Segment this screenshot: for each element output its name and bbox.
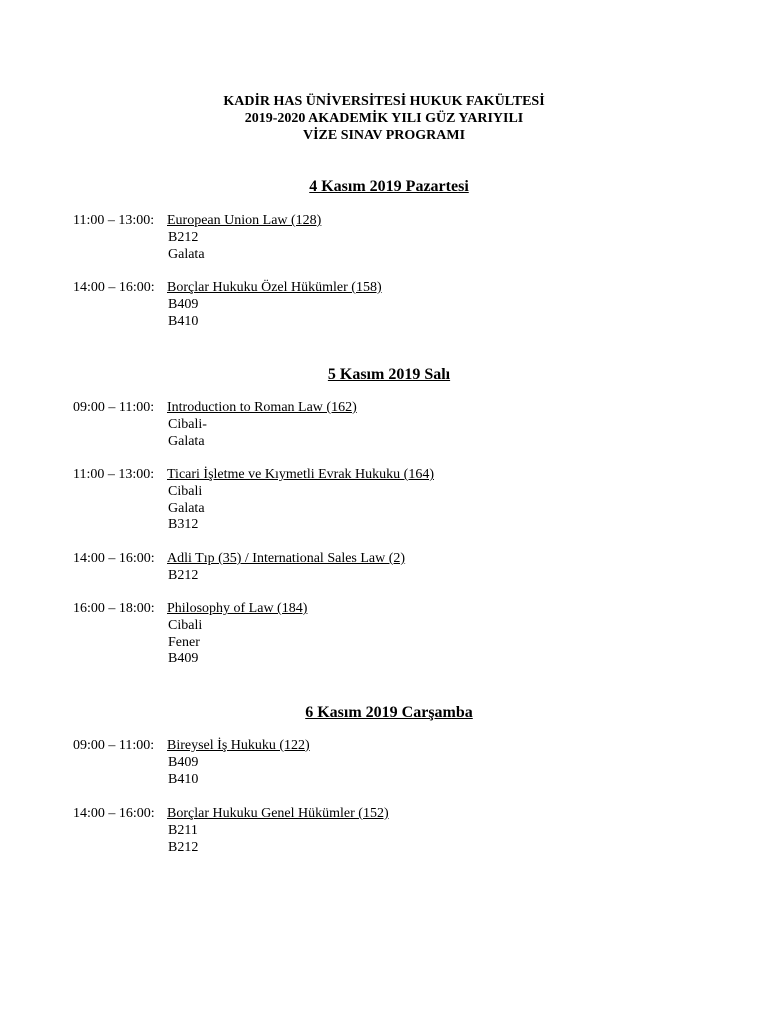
header-program-title: VİZE SINAV PROGRAMI bbox=[302, 128, 466, 143]
exam-room: B211 bbox=[168, 822, 198, 838]
exam-room: Galata bbox=[168, 500, 205, 516]
header-university: KADİR HAS ÜNİVERSİTESİ HUKUK FAKÜLTESİ bbox=[223, 94, 545, 109]
exam-room: B409 bbox=[168, 754, 199, 770]
exam-course: Borçlar Hukuku Özel Hükümler (158) bbox=[167, 280, 382, 295]
document-header bbox=[0, 93, 768, 144]
exam-time: 16:00 – 18:00: bbox=[73, 601, 155, 616]
exam-time: 11:00 – 13:00: bbox=[73, 467, 155, 482]
exam-time: 14:00 – 16:00: bbox=[73, 806, 155, 821]
exam-course: Philosophy of Law (184) bbox=[167, 601, 308, 616]
exam-course: Borçlar Hukuku Genel Hükümler (152) bbox=[167, 806, 389, 821]
exam-time: 14:00 – 16:00: bbox=[73, 280, 155, 295]
exam-room: Cibali- bbox=[168, 416, 207, 432]
exam-room: B409 bbox=[168, 296, 199, 312]
exam-time: 11:00 – 13:00: bbox=[73, 213, 155, 228]
exam-room: Cibali bbox=[168, 483, 203, 499]
exam-slot bbox=[73, 400, 357, 450]
exam-slot bbox=[73, 467, 434, 534]
exam-room: B409 bbox=[168, 651, 199, 667]
exam-room: B410 bbox=[168, 313, 199, 329]
exam-room: Fener bbox=[168, 634, 200, 650]
exam-room: B212 bbox=[168, 839, 199, 855]
exam-room: Galata bbox=[168, 433, 205, 449]
day-title: 5 Kasım 2019 Salı bbox=[327, 366, 451, 383]
exam-course: Adli Tıp (35) / International Sales Law (2) bbox=[167, 551, 406, 566]
exam-slot bbox=[73, 280, 382, 330]
exam-time: 14:00 – 16:00: bbox=[73, 551, 155, 566]
exam-course: Introduction to Roman Law (162) bbox=[167, 400, 357, 415]
exam-slot bbox=[73, 738, 310, 788]
exam-time: 09:00 – 11:00: bbox=[73, 738, 155, 753]
exam-room: B212 bbox=[168, 229, 199, 245]
exam-room: B212 bbox=[168, 567, 199, 583]
exam-course: Bireysel İş Hukuku (122) bbox=[167, 738, 310, 753]
exam-slot bbox=[73, 213, 321, 263]
exam-room: Cibali bbox=[168, 617, 203, 633]
exam-course: Ticari İşletme ve Kıymetli Evrak Hukuku (164) bbox=[167, 467, 434, 482]
exam-course: European Union Law (128) bbox=[167, 213, 322, 228]
exam-room: B410 bbox=[168, 771, 199, 787]
exam-slot bbox=[73, 601, 307, 668]
day-title: 4 Kasım 2019 Pazartesi bbox=[309, 178, 469, 195]
header-academic-year: 2019-2020 AKADEMİK YILI GÜZ YARIYILI bbox=[244, 111, 524, 126]
exam-time: 09:00 – 11:00: bbox=[73, 400, 155, 415]
exam-room: Galata bbox=[168, 246, 205, 262]
day-title: 6 Kasım 2019 Carşamba bbox=[305, 704, 473, 721]
exam-room: B312 bbox=[168, 517, 199, 533]
exam-slot bbox=[73, 551, 405, 585]
exam-slot bbox=[73, 806, 389, 856]
